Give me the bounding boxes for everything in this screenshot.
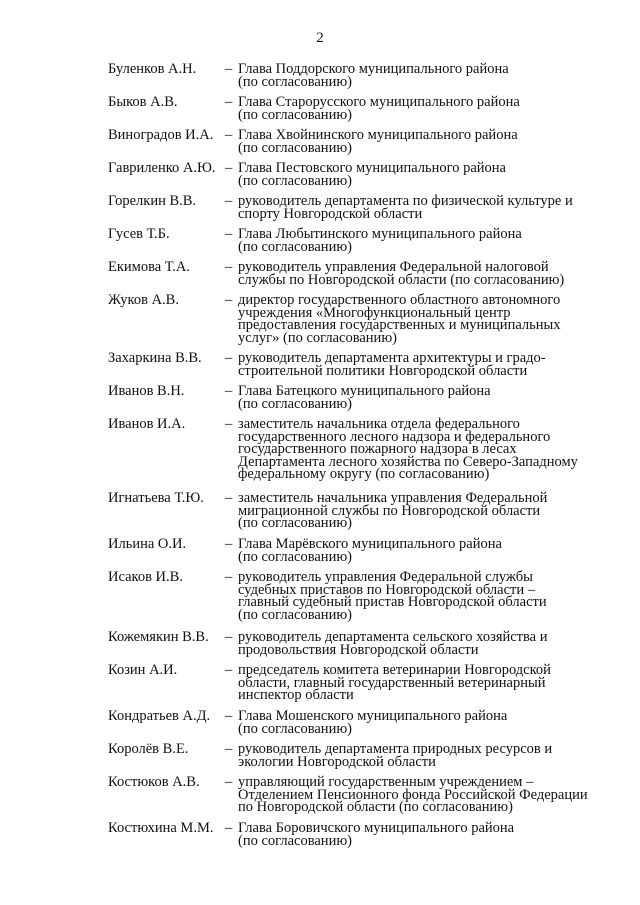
member-name: Быков А.В. [108, 94, 178, 110]
member-name: Горелкин В.В. [108, 193, 197, 209]
member-role: руководитель управления Федеральной налоговой службы по Новгородской области (по согласованию) [238, 259, 565, 288]
dash: – [225, 569, 233, 585]
list-item [0, 776, 640, 822]
member-role: управляющий государственным учреждением – Отделением Пенсионного фонда Российской Федерации по Новгородской области (по согласованию) [238, 774, 588, 815]
member-name: Ильина О.И. [108, 536, 187, 552]
dash: – [225, 160, 233, 176]
member-role: Глава Поддорского муниципального района (по согласованию) [238, 61, 509, 90]
member-name: Екимова Т.А. [108, 259, 190, 275]
member-name: Костюков А.В. [108, 774, 200, 790]
member-name: Гавриленко А.Ю. [108, 160, 216, 176]
dash: – [225, 292, 233, 308]
member-list [0, 63, 640, 855]
dash: – [225, 629, 233, 645]
dash: – [225, 193, 233, 209]
dash: – [225, 94, 233, 110]
list-item [0, 492, 640, 538]
dash: – [225, 490, 233, 506]
list-item [0, 96, 640, 129]
dash: – [225, 61, 233, 77]
list-item [0, 418, 640, 492]
member-role: Глава Пестовского муниципального района (по согласованию) [238, 160, 506, 189]
member-role: заместитель начальника управления Федеральной миграционной службы по Новгородской области (по согласованию) [238, 490, 548, 531]
member-role: Глава Батецкого муниципального района (по согласованию) [238, 383, 491, 412]
member-name: Кондратьев А.Д. [108, 708, 211, 724]
member-name: Виноградов И.А. [108, 127, 214, 143]
list-item [0, 162, 640, 195]
list-item [0, 710, 640, 743]
dash: – [225, 774, 233, 790]
page-number: 2 [316, 30, 324, 46]
member-role: Глава Мошенского муниципального района (по согласованию) [238, 708, 508, 737]
member-name: Жуков А.В. [108, 292, 179, 308]
list-item [0, 743, 640, 776]
dash: – [225, 536, 233, 552]
dash: – [225, 226, 233, 242]
dash: – [225, 708, 233, 724]
member-name: Иванов В.Н. [108, 383, 185, 399]
member-name: Гусев Т.Б. [108, 226, 170, 242]
member-name: Исаков И.В. [108, 569, 183, 585]
member-role: Глава Старорусского муниципального района (по согласованию) [238, 94, 520, 123]
member-name: Буленков А.Н. [108, 61, 197, 77]
list-item [0, 352, 640, 385]
member-role: руководитель департамента архитектуры и градо- строительной политики Новгородской области [238, 350, 546, 379]
member-role: Глава Боровичского муниципального района (по согласованию) [238, 820, 515, 849]
member-role: директор государственного областного автономного учреждения «Многофункциональный центр предоставления государственных и муниципальных услуг» (по согласованию) [238, 292, 561, 346]
member-role: руководитель департамента природных ресурсов и экологии Новгородской области [238, 741, 553, 770]
member-role: руководитель департамента сельского хозяйства и продовольствия Новгородской области [238, 629, 548, 658]
list-item [0, 261, 640, 294]
member-role: заместитель начальника отдела федерального государственного лесного надзора и федерального государственного пожарного надзора в лесах Департамента лесного хозяйства по Северо-Западному федеральному округу (по согласованию) [238, 416, 578, 482]
dash: – [225, 416, 233, 432]
member-name: Игнатьева Т.Ю. [108, 490, 204, 506]
list-item [0, 195, 640, 228]
member-name: Захаркина В.В. [108, 350, 202, 366]
member-role: руководитель управления Федеральной службы судебных приставов по Новгородской области – главный судебный пристав Новгородской области (по согласованию) [238, 569, 547, 623]
list-item [0, 822, 640, 855]
list-item [0, 228, 640, 261]
dash: – [225, 350, 233, 366]
dash: – [225, 127, 233, 143]
list-item [0, 571, 640, 631]
member-role: председатель комитета ветеринарии Новгородской области, главный государственный ветеринарный инспектор области [238, 662, 551, 703]
list-item [0, 385, 640, 418]
member-name: Костюхина М.М. [108, 820, 214, 836]
list-item [0, 664, 640, 710]
list-item [0, 538, 640, 571]
member-role: руководитель департамента по физической культуре и спорту Новгородской области [238, 193, 573, 222]
member-name: Козин А.И. [108, 662, 178, 678]
member-role: Глава Любытинского муниципального района (по согласованию) [238, 226, 522, 255]
member-role: Глава Марёвского муниципального района (по согласованию) [238, 536, 502, 565]
member-role: Глава Хвойнинского муниципального района (по согласованию) [238, 127, 518, 156]
dash: – [225, 383, 233, 399]
list-item [0, 63, 640, 96]
member-name: Королёв В.Е. [108, 741, 189, 757]
member-name: Кожемякин В.В. [108, 629, 209, 645]
dash: – [225, 259, 233, 275]
dash: – [225, 662, 233, 678]
list-item [0, 631, 640, 664]
list-item [0, 294, 640, 352]
dash: – [225, 820, 233, 836]
dash: – [225, 741, 233, 757]
member-name: Иванов И.А. [108, 416, 186, 432]
list-item [0, 129, 640, 162]
